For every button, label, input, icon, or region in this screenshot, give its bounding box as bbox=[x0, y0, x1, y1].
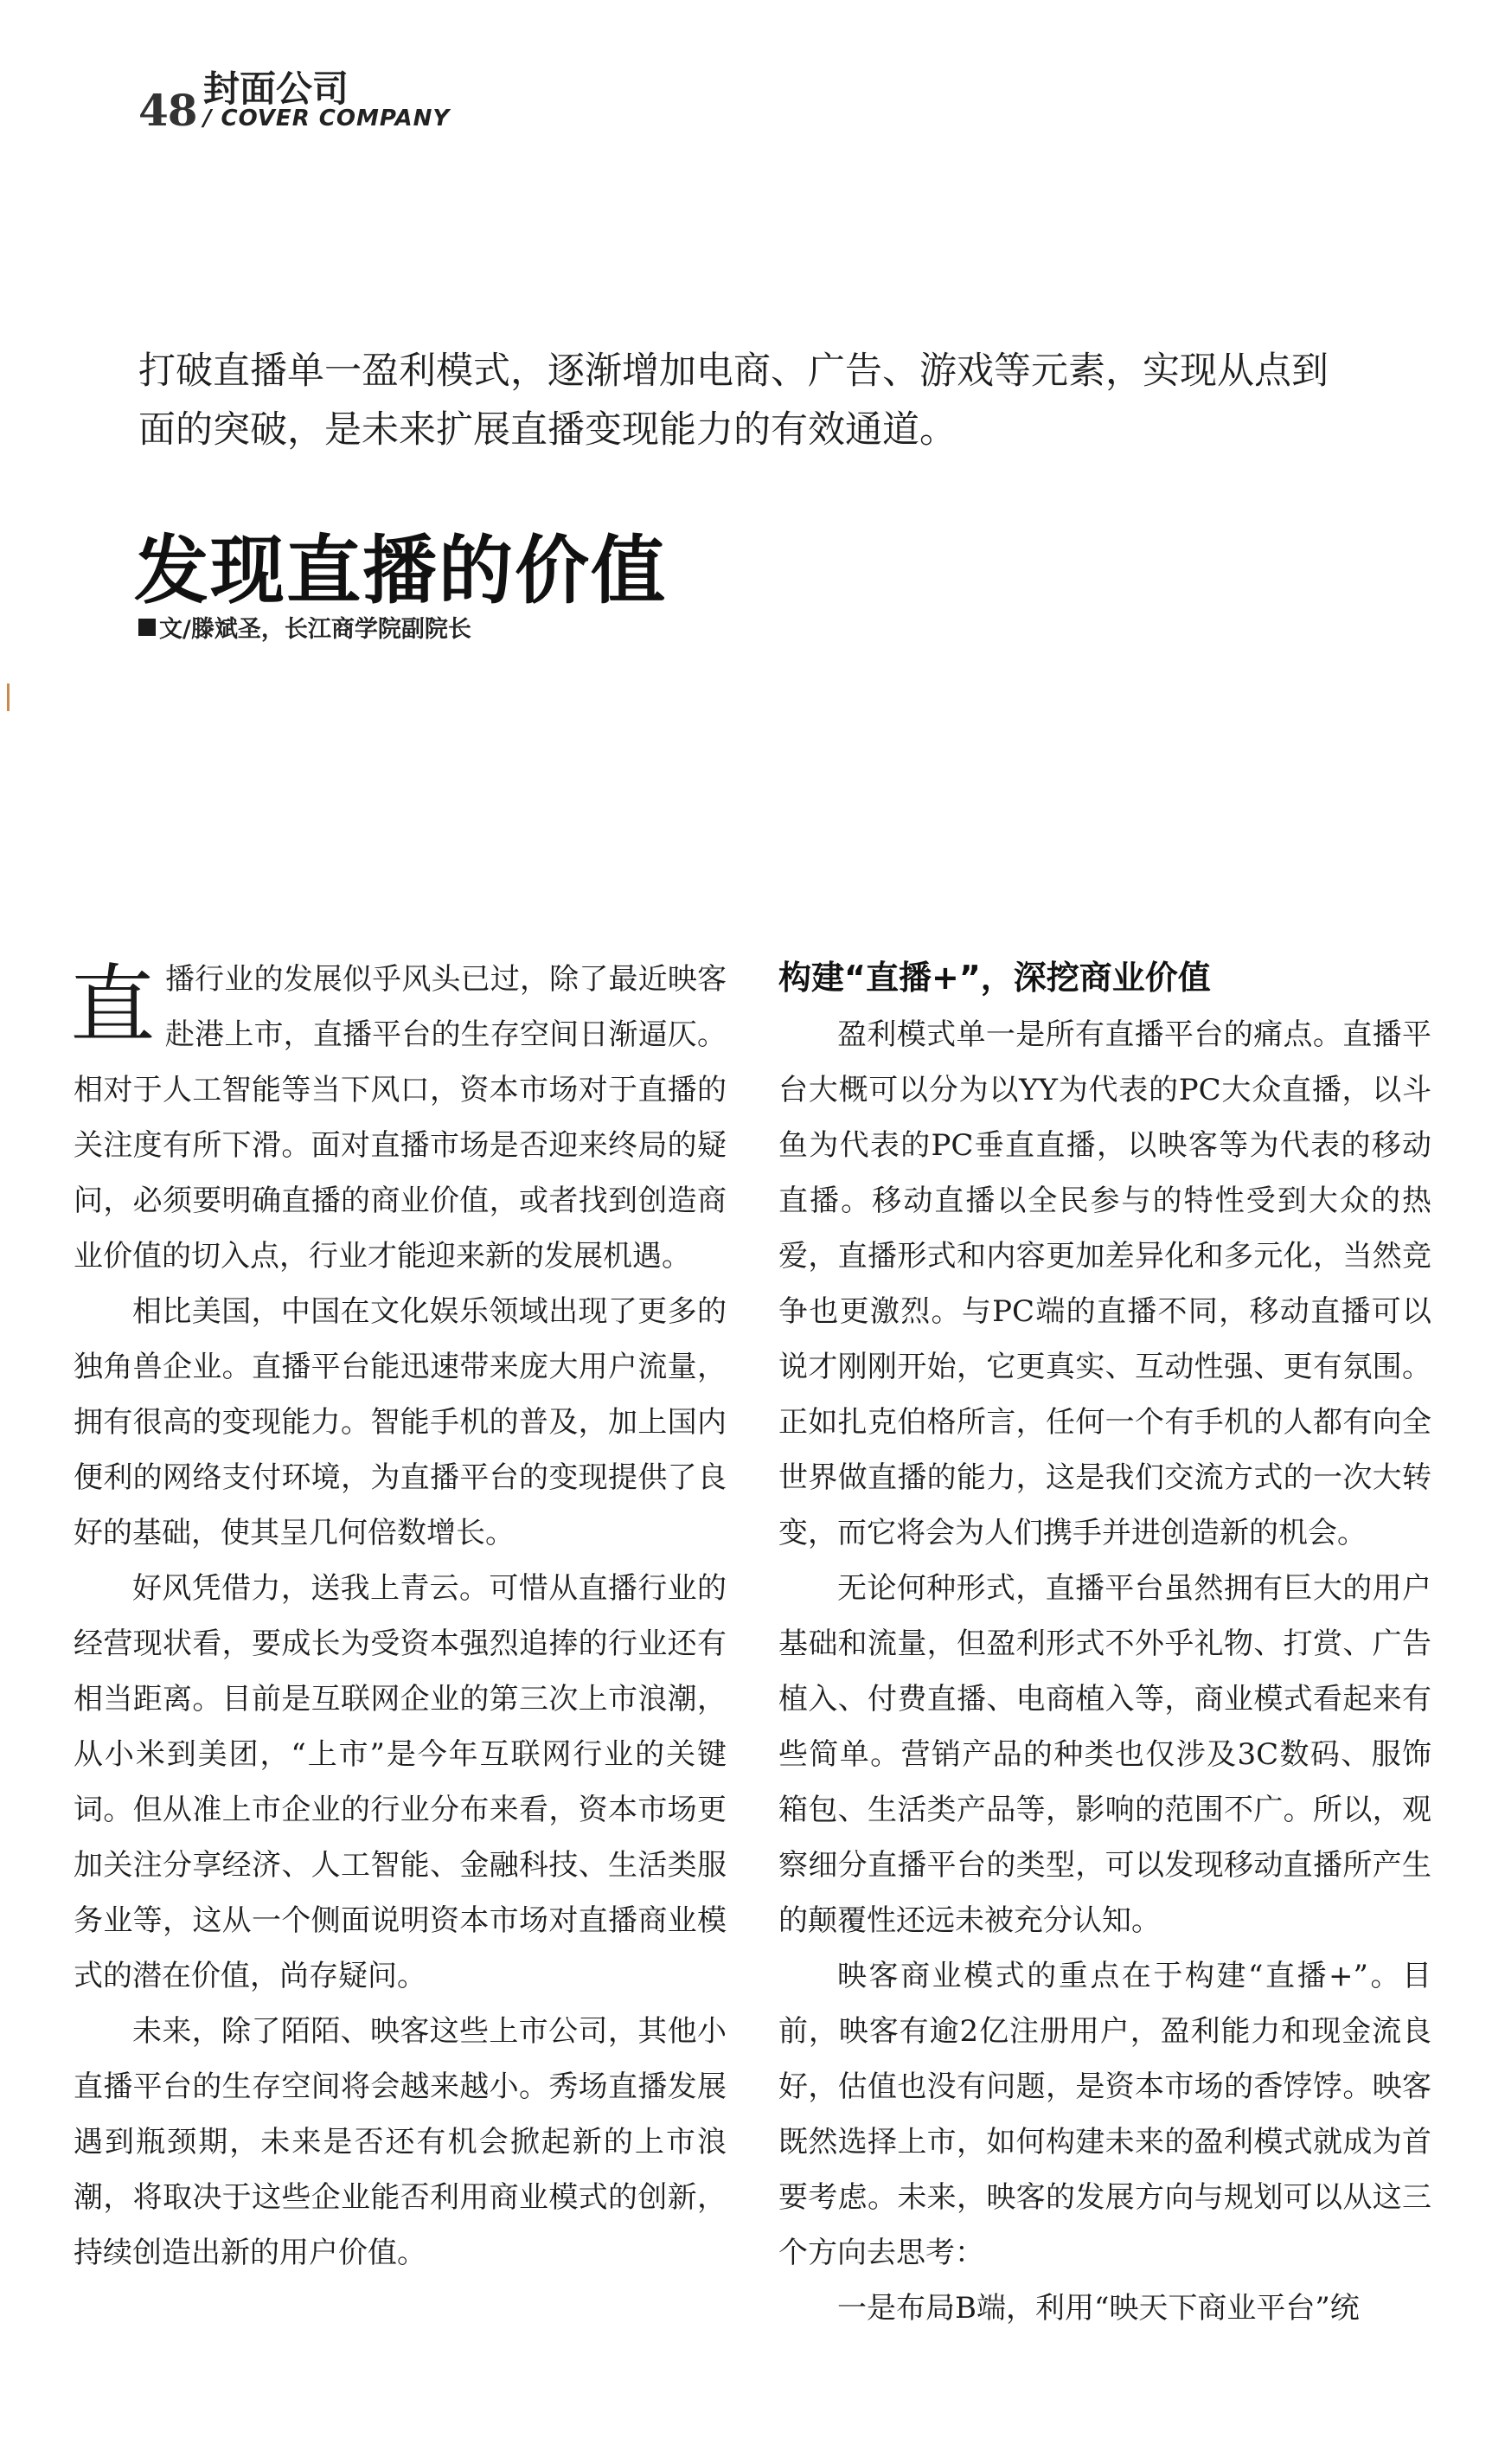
page-header bbox=[138, 61, 657, 138]
article-byline bbox=[138, 610, 471, 644]
article-deck: 打破直播单一盈利模式，逐渐增加电商、广告、游戏等元素，实现从点到面的突破，是未来扩展直播变现能力的有效通道。 bbox=[138, 350, 1329, 452]
left-column bbox=[70, 952, 727, 2281]
page-number: 48 bbox=[138, 85, 197, 136]
dropcap: 直 bbox=[70, 956, 156, 1055]
paragraph: 映客商业模式的重点在于构建“直播+”。目前，映客有逾2亿注册用户，盈利能力和现金流良好，估值也没有问题，是资本市场的香饽饽。映客既然选择上市，如何构建未来的盈利模式就成为首要考虑。未来，映客的发展方向与规划可以从这三个方向去思考： bbox=[778, 1959, 1431, 2270]
right-column bbox=[778, 952, 1431, 2336]
byline-square-icon bbox=[138, 619, 156, 636]
paragraph: 相比美国，中国在文化娱乐领域出现了更多的独角兽企业。直播平台能迅速带来庞大用户流量，拥有很高的变现能力。智能手机的普及，加上国内便利的网络支付环境，为直播平台的变现提供了良好的基础，使其呈几何倍数增长。 bbox=[74, 1294, 727, 1550]
paragraph: 未来，除了陌陌、映客这些上市公司，其他小直播平台的生存空间将会越来越小。秀场直播发展遇到瓶颈期，未来是否还有机会掀起新的上市浪潮，将取决于这些企业能否利用商业模式的创新，持续创造出新的用户价值。 bbox=[74, 2014, 727, 2270]
section-title-en: / COVER COMPANY bbox=[203, 106, 451, 132]
paragraph: 一是布局B端，利用“映天下商业平台”统 bbox=[837, 2291, 1360, 2326]
paragraph bbox=[70, 952, 727, 1284]
section-subhead: 构建“直播+”，深挖商业价值 bbox=[778, 959, 1211, 997]
byline-text: 文/滕斌圣，长江商学院副院长 bbox=[159, 616, 471, 643]
section-title-cn: 封面公司 bbox=[203, 67, 349, 110]
page-edge-mark bbox=[7, 683, 10, 711]
paragraph: 无论何种形式，直播平台虽然拥有巨大的用户基础和流量，但盈利形式不外乎礼物、打赏、广告植入、付费直播、电商植入等，商业模式看起来有些简单。营销产品的种类也仅涉及3C数码、服饰箱包、生活类产品等，影响的范围不广。所以，观察细分直播平台的类型，可以发现移动直播所产生的颠覆性还远未被充分认知。 bbox=[778, 1571, 1431, 1938]
article-headline: 发现直播的价值 bbox=[134, 528, 667, 614]
paragraph: 盈利模式单一是所有直播平台的痛点。直播平台大概可以分为以YY为代表的PC大众直播，以斗鱼为代表的PC垂直直播，以映客等为代表的移动直播。移动直播以全民参与的特性受到大众的热爱，直播形式和内容更加差异化和多元化，当然竞争也更激烈。与PC端的直播不同，移动直播可以说才刚刚开始，它更真实、互动性强、更有氛围。正如扎克伯格所言，任何一个有手机的人都有向全世界做直播的能力，这是我们交流方式的一次大转变，而它将会为人们携手并进创造新的机会。 bbox=[778, 1017, 1431, 1550]
paragraph-text: 播行业的发展似乎风头已过，除了最近映客赴港上市，直播平台的生存空间日渐逼仄。相对于人工智能等当下风口，资本市场对于直播的关注度有所下滑。面对直播市场是否迎来终局的疑问，必须要明确直播的商业价值，或者找到创造商业价值的切入点，行业才能迎来新的发展机遇。 bbox=[74, 962, 727, 1274]
paragraph: 好风凭借力，送我上青云。可惜从直播行业的经营现状看，要成长为受资本强烈追捧的行业还有相当距离。目前是互联网企业的第三次上市浪潮，从小米到美团，“上市”是今年互联网行业的关键词。但从准上市企业的行业分布来看，资本市场更加关注分享经济、人工智能、金融科技、生活类服务业等，这从一个侧面说明资本市场对直播商业模式的潜在价值，尚存疑问。 bbox=[74, 1571, 727, 1993]
